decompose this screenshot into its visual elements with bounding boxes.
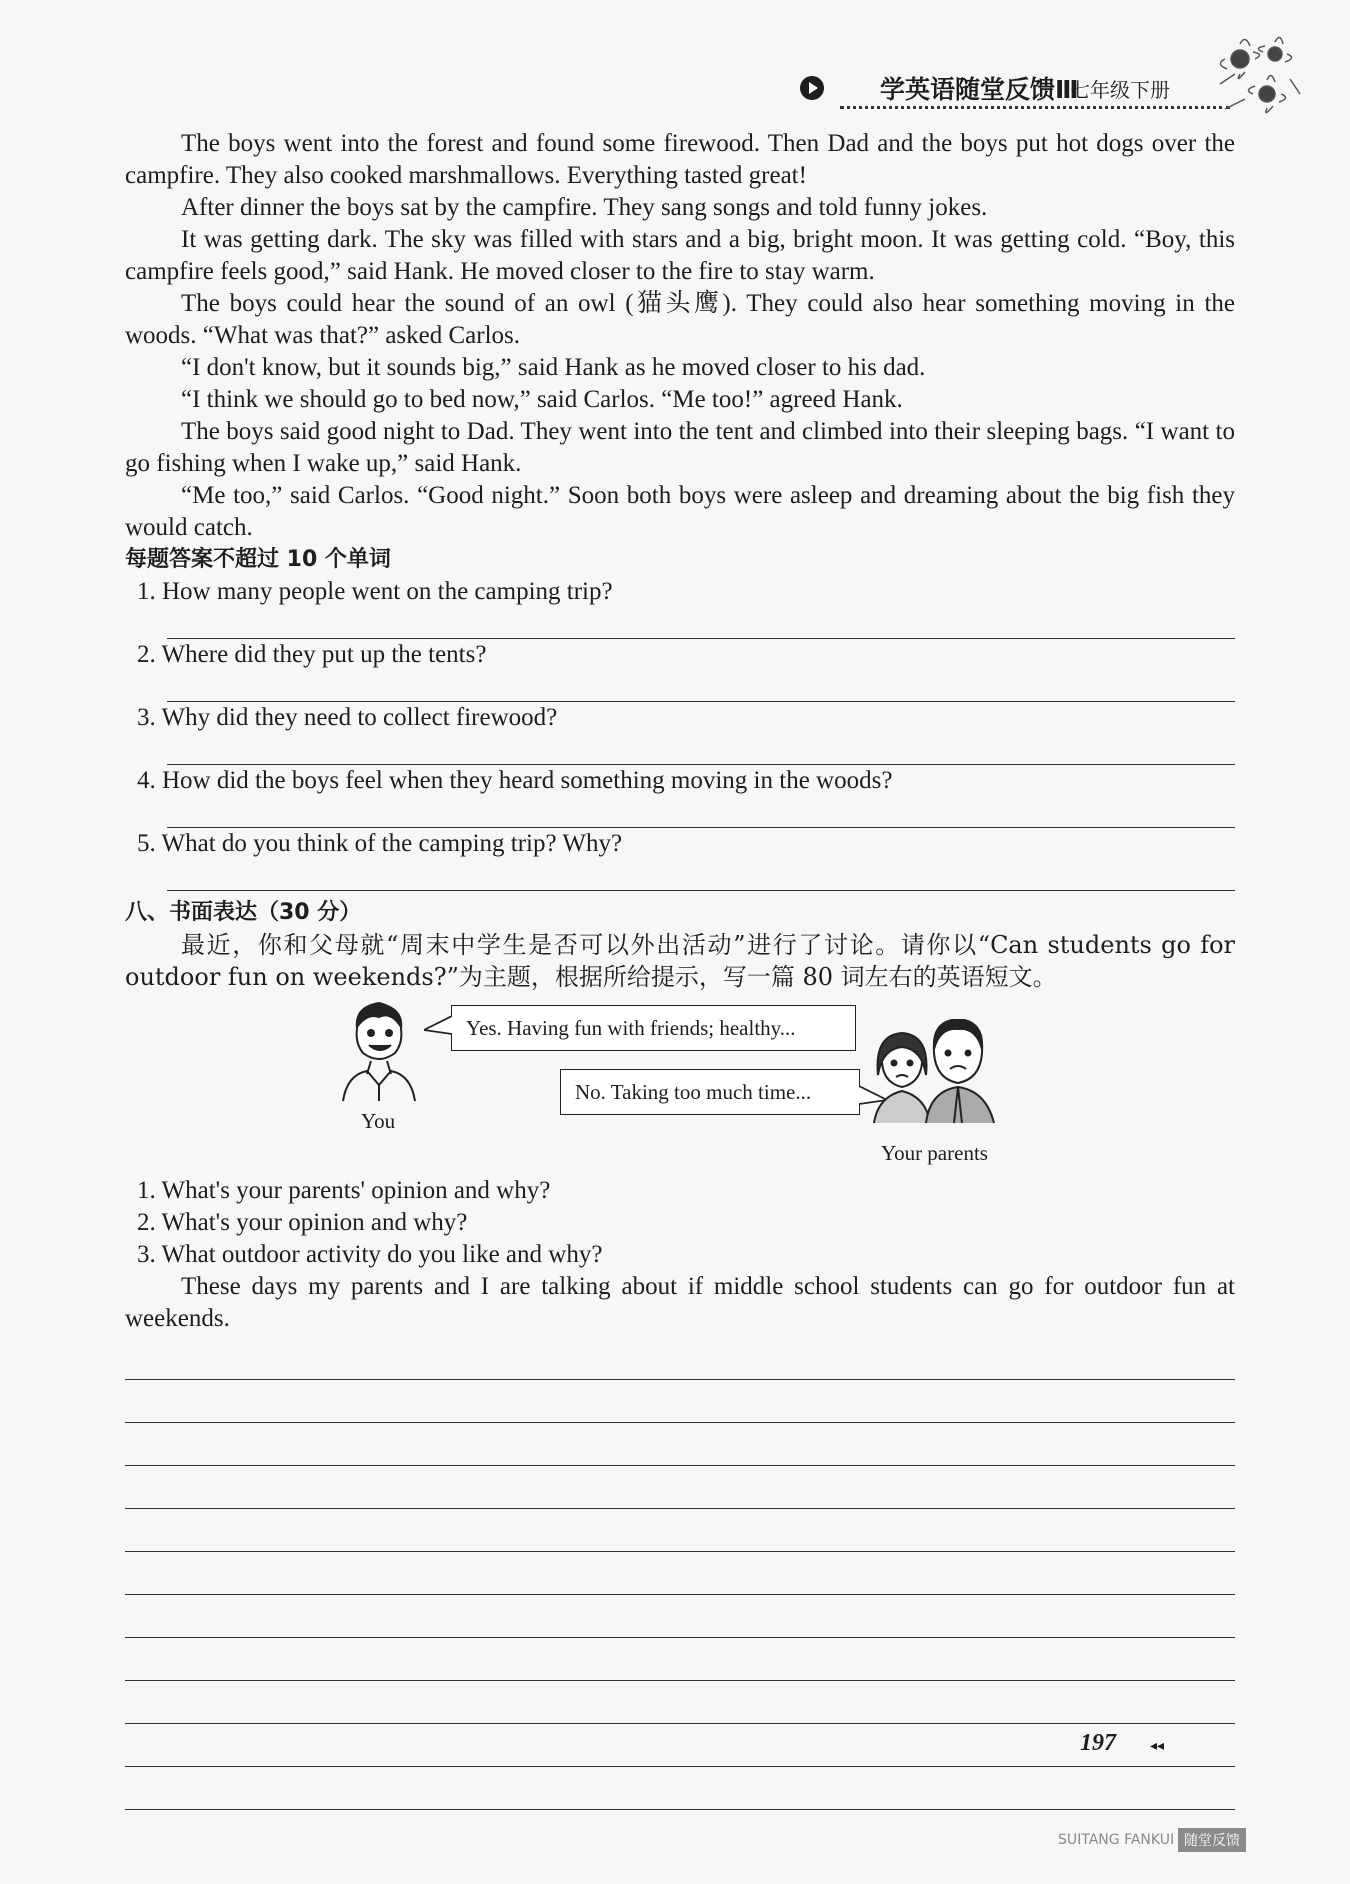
- passage-paragraph: The boys said good night to Dad. They went into the tent and climbed into their sleeping bags. “I want to go fishing when I wake up,” said Hank.: [125, 418, 1235, 477]
- writing-line[interactable]: [125, 1767, 1235, 1810]
- book-grade: 七年级下册: [1070, 78, 1170, 102]
- answer-line[interactable]: [167, 608, 1235, 639]
- label-parents: Your parents: [881, 1141, 988, 1165]
- footer-brand: SUITANG FANKUI: [1058, 1832, 1175, 1848]
- passage-paragraph: “I don't know, but it sounds big,” said Hank as he moved closer to his dad.: [181, 354, 926, 381]
- reading-passage: [125, 128, 1235, 544]
- header-divider: [840, 106, 1230, 109]
- writing-heading: 八、书面表达（30 分）: [125, 900, 362, 925]
- writing-line[interactable]: [125, 1466, 1235, 1509]
- answer-line[interactable]: [167, 671, 1235, 702]
- hint: 3. What outdoor activity do you like and why?: [137, 1241, 603, 1268]
- writing-line[interactable]: [125, 1337, 1235, 1380]
- passage-paragraph: The boys could hear the sound of an owl (猫头鹰). They could also hear something moving in the woods. “What was that?” asked Carlos.: [125, 290, 1235, 349]
- flower-decoration-icon: [1205, 24, 1315, 134]
- footer-badge: 随堂反馈: [1178, 1828, 1246, 1852]
- writing-line[interactable]: [125, 1595, 1235, 1638]
- play-icon: [800, 76, 824, 100]
- writing-line[interactable]: [125, 1552, 1235, 1595]
- question: 1. How many people went on the camping trip?: [137, 578, 613, 605]
- writing-area[interactable]: [125, 1337, 1235, 1810]
- book-title: 学英语随堂反馈Ⅲ: [880, 75, 1079, 104]
- page-content: [125, 128, 1235, 1810]
- question: 4. How did the boys feel when they heard something moving in the woods?: [137, 767, 893, 794]
- writing-line[interactable]: [125, 1638, 1235, 1681]
- bubble-tail-icon: [424, 1012, 452, 1040]
- question: 3. Why did they need to collect firewood?: [137, 704, 558, 731]
- speech-bubble-parents: [560, 1069, 860, 1115]
- writing-starter: These days my parents and I are talking about if middle school students can go for outdoor fun at weekends.: [125, 1273, 1235, 1332]
- answer-line[interactable]: [167, 797, 1235, 828]
- answer-line[interactable]: [167, 860, 1235, 891]
- writing-line[interactable]: [125, 1380, 1235, 1423]
- hint-list: [125, 1175, 1235, 1271]
- bubble-text-parents: No. Taking too much time...: [575, 1080, 812, 1104]
- boy-icon: [337, 999, 421, 1104]
- page-arrows-icon: ◂◂: [1150, 1738, 1165, 1754]
- question: 2. Where did they put up the tents?: [137, 641, 487, 668]
- label-you: You: [361, 1109, 396, 1133]
- hint: 1. What's your parents' opinion and why?: [137, 1177, 551, 1204]
- writing-line[interactable]: [125, 1423, 1235, 1466]
- question: 5. What do you think of the camping trip? Why?: [137, 830, 623, 857]
- writing-line[interactable]: [125, 1681, 1235, 1724]
- page-header: [800, 62, 1230, 112]
- writing-line[interactable]: [125, 1509, 1235, 1552]
- illustration-scene: [125, 999, 1235, 1169]
- passage-paragraph: “I think we should go to bed now,” said Carlos. “Me too!” agreed Hank.: [181, 386, 903, 413]
- question-list: [125, 576, 1235, 891]
- passage-paragraph: It was getting dark. The sky was filled with stars and a big, bright moon. It was getting cold. “Boy, this campfire feels good,” said Hank. He moved closer to the fire to stay warm.: [125, 226, 1235, 285]
- passage-paragraph: After dinner the boys sat by the campfire. They sang songs and told funny jokes.: [181, 194, 988, 221]
- writing-prompt: 最近，你和父母就“周末中学生是否可以外出活动”进行了讨论。请你以“Can students go for outdoor fun on weekends?”为主题，根据所给提示，写一篇 80 词左右的英语短文。: [125, 931, 1235, 991]
- hint: 2. What's your opinion and why?: [137, 1209, 468, 1236]
- passage-paragraph: The boys went into the forest and found some firewood. Then Dad and the boys put hot dogs over the campfire. They also cooked marshmallows. Everything tasted great!: [125, 130, 1235, 189]
- bubble-text-you: Yes. Having fun with friends; healthy...: [466, 1016, 796, 1040]
- writing-line[interactable]: [125, 1724, 1235, 1767]
- answer-line[interactable]: [167, 734, 1235, 765]
- speech-bubble-you: [451, 1005, 856, 1051]
- page-number: 197: [1080, 1730, 1116, 1756]
- parents-icon: [870, 1019, 1000, 1127]
- questions-instruction: 每题答案不超过 10 个单词: [125, 547, 391, 572]
- passage-paragraph: “Me too,” said Carlos. “Good night.” Soon both boys were asleep and dreaming about the big fish they would catch.: [125, 482, 1235, 541]
